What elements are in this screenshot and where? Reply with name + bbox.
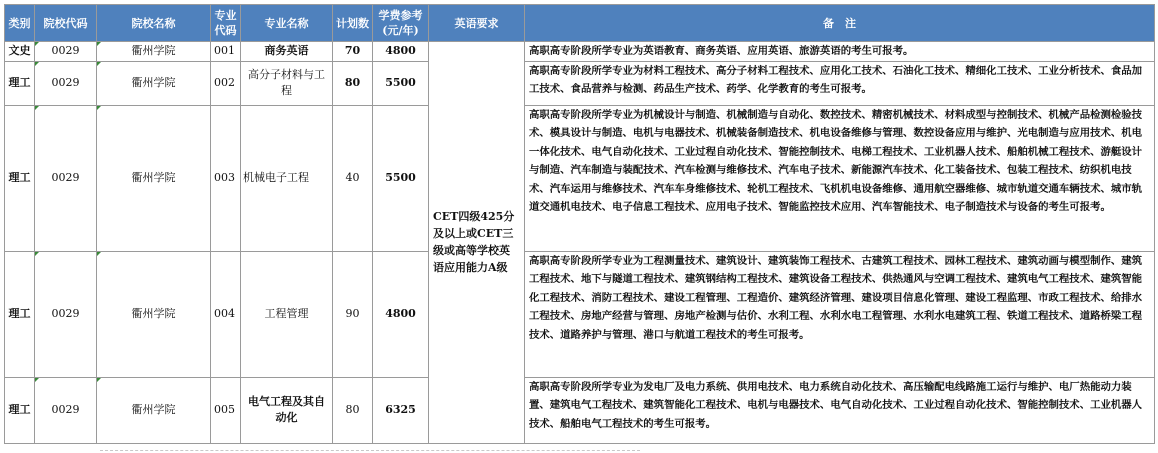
header-row <box>5 5 1155 42</box>
header-school-name: 院校名称 <box>97 5 211 42</box>
cell-school-name: 衢州学院 <box>97 42 211 62</box>
header-major-code: 专业代码 <box>211 5 241 42</box>
cell-plan: 80 <box>333 377 373 443</box>
cell-remarks: 高职高专阶段所学专业为英语教育、商务英语、应用英语、旅游英语的考生可报考。 <box>525 42 1155 62</box>
cell-category: 理工 <box>5 377 35 443</box>
cell-major-code: 003 <box>211 105 241 251</box>
cell-major-name: 工程管理 <box>241 251 333 377</box>
cell-tuition: 6325 <box>373 377 429 443</box>
cell-major-code: 004 <box>211 251 241 377</box>
cell-plan: 70 <box>333 42 373 62</box>
table-row <box>5 105 1155 251</box>
header-tuition: 学费参考(元/年) <box>373 5 429 42</box>
cell-tuition: 4800 <box>373 42 429 62</box>
admission-table <box>4 4 1155 444</box>
table-row <box>5 377 1155 443</box>
header-category: 类别 <box>5 5 35 42</box>
cell-major-name: 电气工程及其自动化 <box>241 377 333 443</box>
cell-category: 理工 <box>5 105 35 251</box>
cell-tuition: 5500 <box>373 61 429 105</box>
cell-school-name: 衢州学院 <box>97 61 211 105</box>
cell-plan: 90 <box>333 251 373 377</box>
cell-category: 理工 <box>5 61 35 105</box>
cell-category: 理工 <box>5 251 35 377</box>
cell-major-code: 001 <box>211 42 241 62</box>
cell-school-code: 0029 <box>35 251 97 377</box>
header-plan: 计划数 <box>333 5 373 42</box>
cell-school-code: 0029 <box>35 61 97 105</box>
table-row <box>5 61 1155 105</box>
cell-school-code: 0029 <box>35 42 97 62</box>
cell-school-name: 衢州学院 <box>97 105 211 251</box>
cell-category: 文史 <box>5 42 35 62</box>
cell-tuition: 4800 <box>373 251 429 377</box>
cell-major-name: 机械电子工程 <box>241 105 333 251</box>
cell-school-name: 衢州学院 <box>97 377 211 443</box>
header-english: 英语要求 <box>429 5 525 42</box>
header-school-code: 院校代码 <box>35 5 97 42</box>
cell-major-code: 002 <box>211 61 241 105</box>
cell-english-requirement: CET四级425分及以上或CET三级或高等学校英语应用能力A级 <box>429 42 525 444</box>
cell-major-name: 高分子材料与工程 <box>241 61 333 105</box>
cell-school-name: 衢州学院 <box>97 251 211 377</box>
cell-remarks: 高职高专阶段所学专业为材料工程技术、高分子材料工程技术、应用化工技术、石油化工技术、精细化工技术、工业分析技术、食品加工技术、食品营养与检测、药品生产技术、药学、化学教育的考生可报考。 <box>525 61 1155 105</box>
cell-major-name: 商务英语 <box>241 42 333 62</box>
header-major-name: 专业名称 <box>241 5 333 42</box>
table-row <box>5 42 1155 62</box>
cell-plan: 80 <box>333 61 373 105</box>
cell-school-code: 0029 <box>35 105 97 251</box>
header-remarks: 备 注 <box>525 5 1155 42</box>
table-row <box>5 251 1155 377</box>
cell-school-code: 0029 <box>35 377 97 443</box>
cell-major-code: 005 <box>211 377 241 443</box>
cell-tuition: 5500 <box>373 105 429 251</box>
cell-remarks: 高职高专阶段所学专业为机械设计与制造、机械制造与自动化、数控技术、精密机械技术、材料成型与控制技术、机械产品检测检验技术、模具设计与制造、电机与电器技术、机械装备制造技术、机电设备维修与管理、数控设备应用与维护、光电制造与应用技术、机电一体化技术、电气自动化技术、工业过程自动化技术、智能控制技术、电梯工程技术、工业机器人技术、船舶机械工程技术、游艇设计与制造、汽车制造与装配技术、汽车检测与维修技术、汽车电子技术、新能源汽车技术、化工装备技术、包装工程技术、纺织机电技术、汽车运用与维修技术、汽车车身维修技术、轮机工程技术、飞机机电设备维修、通用航空器维修、城市轨道交通车辆技术、城市轨道交通机电技术、电子信息工程技术、应用电子技术、智能监控技术应用、汽车智能技术、电子制造技术与设备的考生可报考。 <box>525 105 1155 251</box>
cell-remarks: 高职高专阶段所学专业为发电厂及电力系统、供用电技术、电力系统自动化技术、高压输配电线路施工运行与维护、电厂热能动力装置、建筑电气工程技术、建筑智能化工程技术、电机与电器技术、电气自动化技术、工业过程自动化技术、智能控制技术、工业机器人技术、船舶电气工程技术的考生可报考。 <box>525 377 1155 443</box>
cell-plan: 40 <box>333 105 373 251</box>
bottom-divider <box>100 450 640 451</box>
cell-remarks: 高职高专阶段所学专业为工程测量技术、建筑设计、建筑装饰工程技术、古建筑工程技术、园林工程技术、建筑动画与模型制作、建筑工程技术、地下与隧道工程技术、建筑钢结构工程技术、建筑设备工程技术、供热通风与空调工程技术、建筑电气工程技术、建筑智能化工程技术、消防工程技术、建设工程管理、工程造价、建筑经济管理、建设项目信息化管理、建设工程监理、市政工程技术、给排水工程技术、房地产经营与管理、房地产检测与估价、水利工程、水利水电工程管理、水利水电建筑工程、铁道工程技术、道路桥梁工程技术、道路养护与管理、港口与航道工程技术的考生可报考。 <box>525 251 1155 377</box>
